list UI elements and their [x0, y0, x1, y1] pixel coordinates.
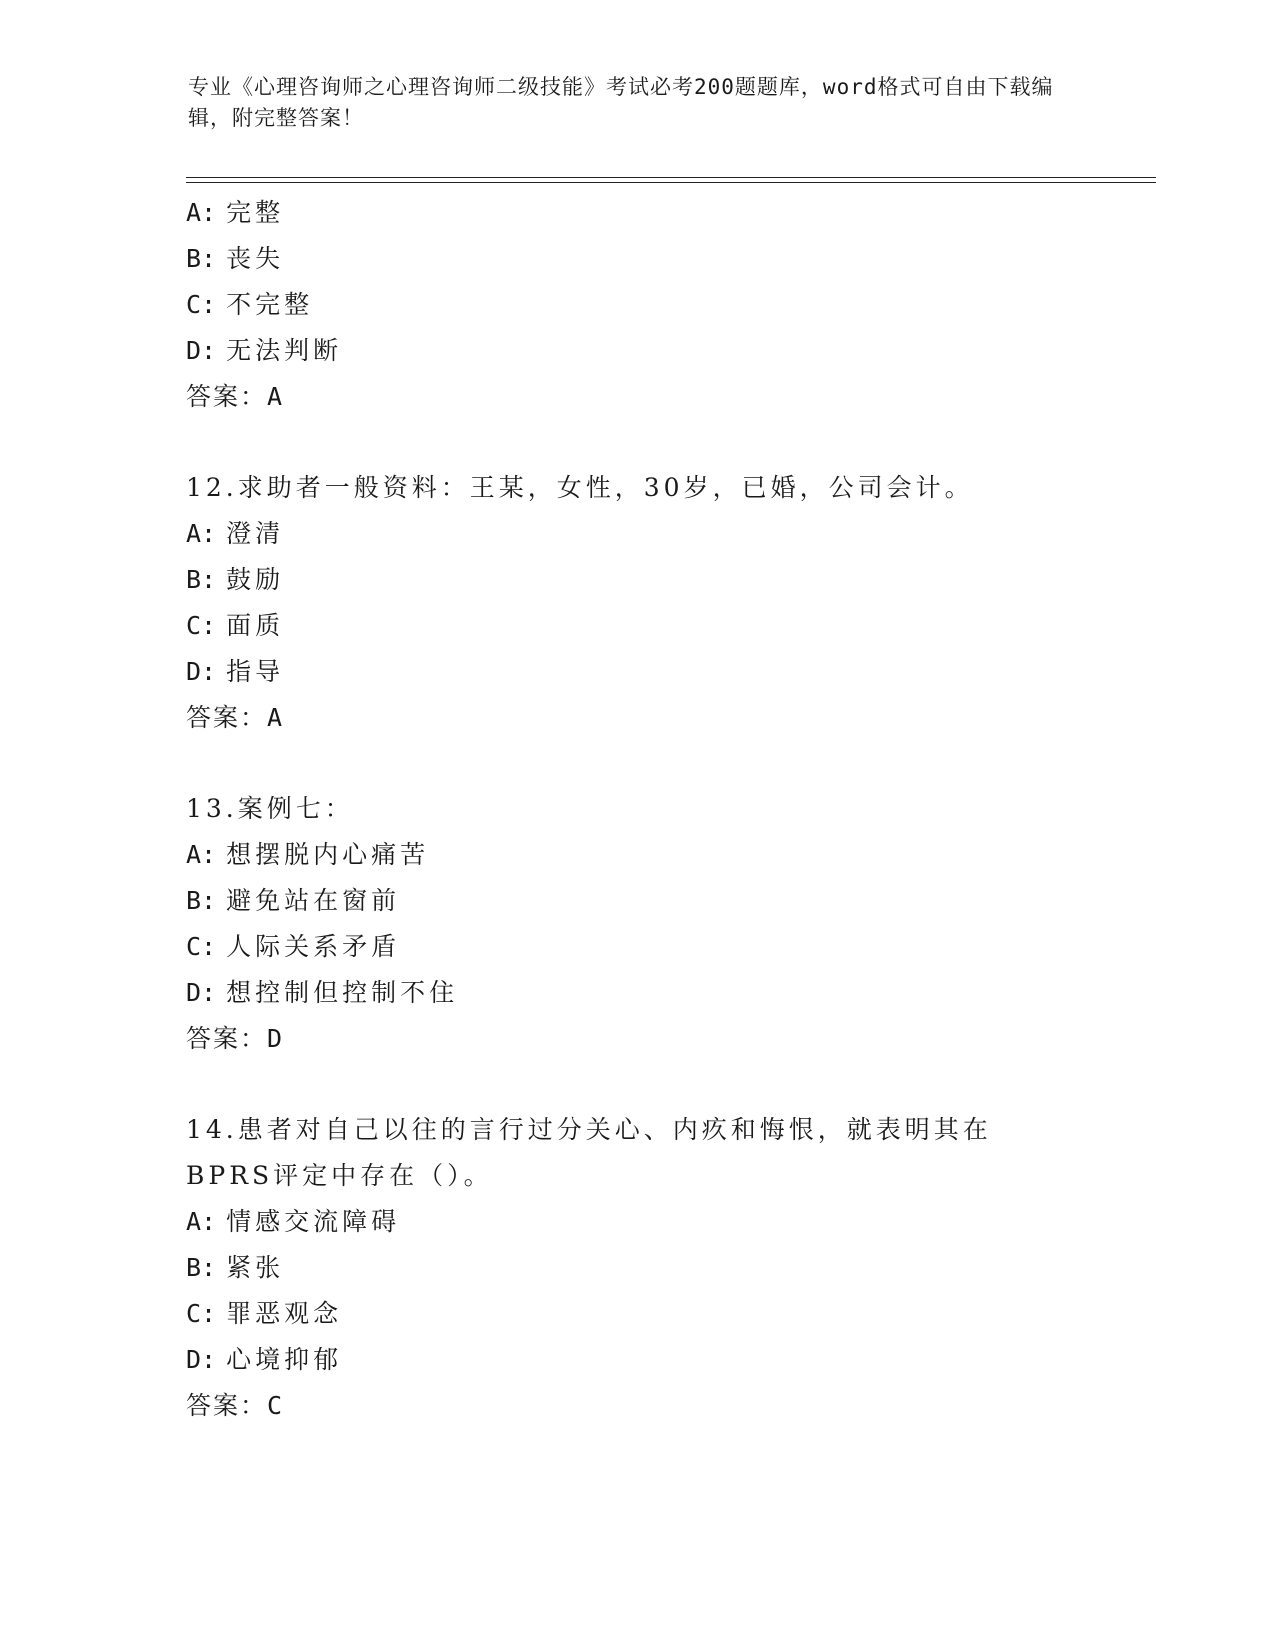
option-d: D: 无法判断	[186, 336, 343, 365]
answer-line: 答案：A	[186, 703, 285, 732]
question-list	[186, 190, 1086, 1429]
option-a: A: 完整	[186, 198, 285, 227]
answer-line: 答案：A	[186, 382, 285, 411]
question-block-12	[186, 465, 1086, 741]
option-b: B: 丧失	[186, 244, 285, 273]
option-a: A: 想摆脱内心痛苦	[186, 840, 430, 869]
option-a: A: 情感交流障碍	[186, 1207, 401, 1236]
header-rule-bottom	[186, 182, 1156, 183]
answer-line: 答案：C	[186, 1391, 285, 1420]
header-rule-top	[186, 177, 1156, 178]
option-b: B: 鼓励	[186, 565, 285, 594]
option-c: C: 不完整	[186, 290, 314, 319]
document-header: 专业《心理咨询师之心理咨询师二级技能》考试必考200题题库，word格式可自由下载编辑，附完整答案！	[188, 75, 1054, 130]
option-d: D: 想控制但控制不住	[186, 978, 459, 1007]
answer-line: 答案：D	[186, 1024, 285, 1053]
option-b: B: 避免站在窗前	[186, 886, 401, 915]
question-block-continued	[186, 190, 1086, 420]
question-block-13	[186, 786, 1086, 1062]
option-a: A: 澄清	[186, 519, 285, 548]
question-block-14	[186, 1107, 1086, 1429]
option-c: C: 人际关系矛盾	[186, 932, 401, 961]
question-text: 13.案例七：	[186, 794, 354, 823]
option-b: B: 紧张	[186, 1253, 285, 1282]
question-text: 14.患者对自己以往的言行过分关心、内疚和悔恨，就表明其在BPRS评定中存在（）。	[186, 1115, 992, 1190]
option-d: D: 指导	[186, 657, 285, 686]
option-d: D: 心境抑郁	[186, 1345, 343, 1374]
option-c: C: 面质	[186, 611, 285, 640]
question-text: 12.求助者一般资料：王某，女性，30岁，已婚，公司会计。	[186, 473, 974, 502]
option-c: C: 罪恶观念	[186, 1299, 343, 1328]
